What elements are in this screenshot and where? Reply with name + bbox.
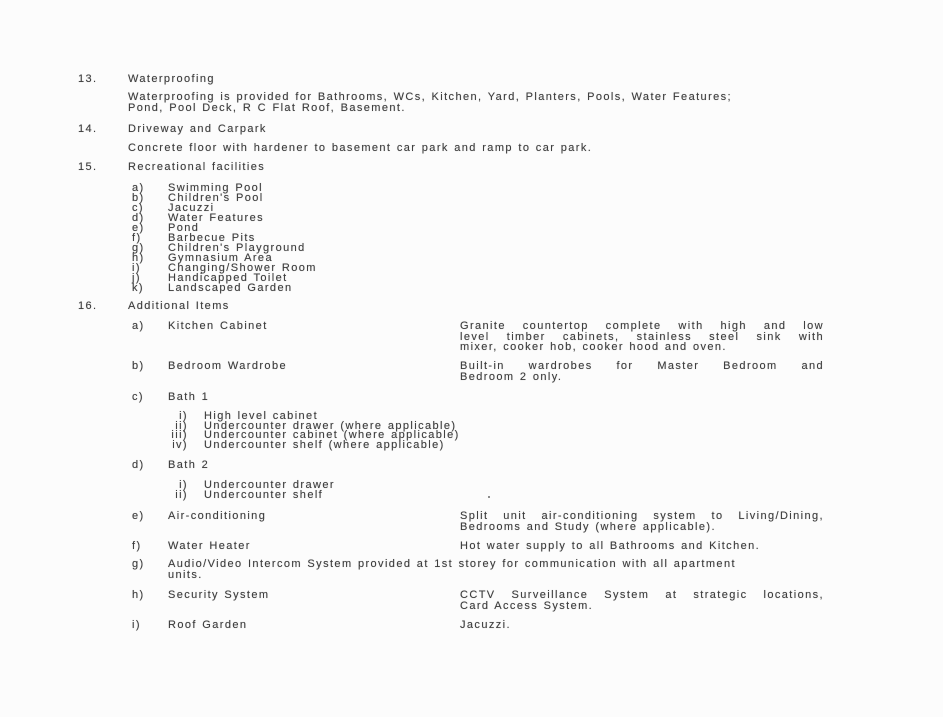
item-f-name: Water Heater [168,540,251,552]
list-item-label: k) [132,282,144,294]
list-item-text: Jacuzzi [168,202,215,214]
list-item-text: Changing/Shower Room [168,262,317,274]
list-item-text: Children's Pool [168,192,264,204]
list-item-text: Gymnasium Area [168,252,273,264]
sub-item-label: iii) [171,429,188,441]
item-i-name: Roof Garden [168,619,248,631]
section-13-paragraph [128,92,732,114]
sub-item-text: Undercounter drawer [204,479,335,491]
list-item-label: c) [132,202,144,214]
description-line: Granite countertop complete with high and low [460,320,824,332]
scan-artifact-dot [488,496,490,498]
item-f-description [460,541,824,552]
section-13-title: Waterproofing [128,73,215,85]
item-c-name: Bath 1 [168,391,210,403]
section-15-number: 15. [78,161,98,173]
sub-item-text: High level cabinet [204,410,319,422]
description-line: Built-in wardrobes for Master Bedroom and [460,360,824,372]
sub-item-label: ii) [175,420,188,432]
item-c-label: c) [132,391,144,403]
item-g-text-line: Audio/Video Intercom System provided at 1st storey for communication with all apartment [168,558,736,570]
list-item-label: j) [132,272,141,284]
list-item-label: d) [132,212,145,224]
section-16-title: Additional Items [128,300,230,312]
sub-item-text: Undercounter cabinet (where applicable) [204,429,460,441]
list-item-label: a) [132,182,145,194]
item-g-label: g) [132,558,145,570]
list-item-label: b) [132,192,145,204]
item-a-description [460,321,824,353]
list-item-label: g) [132,242,145,254]
item-i-label: i) [132,619,141,631]
item-d-name: Bath 2 [168,459,210,471]
list-item-label: h) [132,252,145,264]
description-line: mixer, cooker hob, cooker hood and oven. [460,341,727,353]
item-b-description [460,361,824,382]
description-line: CCTV Surveillance System at strategic locations, [460,589,824,601]
sub-item-label: ii) [175,489,188,501]
item-b-name: Bedroom Wardrobe [168,360,287,372]
item-f-label: f) [132,540,142,552]
list-item-text: Landscaped Garden [168,282,293,294]
item-e-label: e) [132,510,145,522]
description-line: Bedrooms and Study (where applicable). [460,520,716,533]
item-d-label: d) [132,459,145,471]
paragraph-line: Concrete floor with hardener to basement car park and ramp to car park. [128,142,593,154]
sub-item-label: i) [179,410,188,422]
section-13-number: 13. [78,73,98,85]
sub-item-label: i) [179,479,188,491]
description-line: Jacuzzi. [460,619,511,631]
list-item-text: Barbecue Pits [168,232,256,244]
list-item-text: Pond [168,222,200,234]
description-line: level timber cabinets, stainless steel sink with [460,330,824,343]
list-item-text: Swimming Pool [168,182,264,194]
item-h-name: Security System [168,589,270,601]
paragraph-line: Pond, Pool Deck, R C Flat Roof, Basement. [128,102,406,114]
section-15-title: Recreational facilities [128,161,266,173]
description-line: Card Access System. [460,599,594,612]
item-g-text [168,559,736,580]
sub-item-text: Undercounter shelf [204,489,324,501]
item-h-label: h) [132,589,145,601]
item-b-label: b) [132,360,145,372]
section-14-paragraph [128,143,592,154]
list-item-label: i) [132,262,141,274]
item-e-description [460,511,824,532]
list-item-text: Children's Playground [168,242,306,254]
item-h-description [460,590,824,611]
section-16-number: 16. [78,300,98,312]
list-item-text: Water Features [168,212,264,224]
list-item-label: f) [132,232,142,244]
sub-item-text: Undercounter shelf (where applicable) [204,439,445,451]
section-14-number: 14. [78,123,98,135]
item-a-label: a) [132,320,145,332]
list-item-label: e) [132,222,145,234]
paragraph-line: Waterproofing is provided for Bathrooms, WCs, Kitchen, Yard, Planters, Pools, Water Features; [128,91,732,103]
item-a-name: Kitchen Cabinet [168,320,268,332]
item-g-text-line: units. [168,568,203,581]
sub-item-text: Undercounter drawer (where applicable) [204,420,457,432]
section-14-title: Driveway and Carpark [128,123,267,135]
description-line: Hot water supply to all Bathrooms and Kitchen. [460,540,761,552]
item-e-name: Air-conditioning [168,510,267,522]
list-item-text: Handicapped Toilet [168,272,288,284]
description-line: Split unit air-conditioning system to Living/Dining, [460,510,824,522]
sub-item-label: iv) [172,439,188,451]
item-i-description [460,620,824,631]
description-line: Bedroom 2 only. [460,370,563,383]
